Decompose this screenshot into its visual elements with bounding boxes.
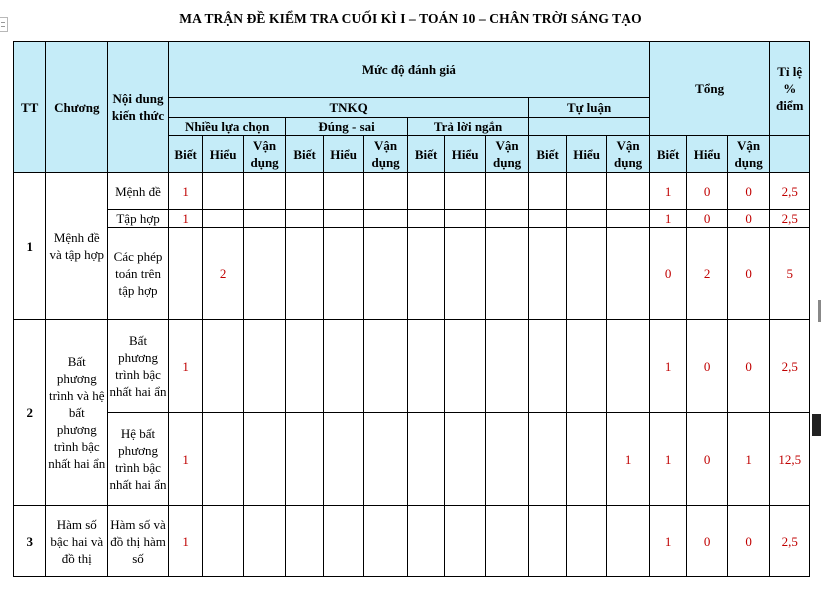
total-count-cell: 0 bbox=[649, 228, 686, 320]
total-count-cell: 1 bbox=[649, 210, 686, 228]
level-count-cell bbox=[407, 210, 444, 228]
level-count-cell bbox=[607, 506, 650, 577]
level-count-cell bbox=[407, 228, 444, 320]
level-count-cell bbox=[607, 173, 650, 210]
header-muc-do: Mức độ đánh giá bbox=[168, 42, 649, 98]
group-number: 3 bbox=[14, 506, 46, 577]
chapter-name: Bất phương trình và hệ bất phương trình bậc nhất hai ẩn bbox=[46, 320, 108, 506]
level-count-cell bbox=[203, 320, 244, 413]
level-count-cell bbox=[323, 173, 364, 210]
chapter-name: Hàm số bậc hai và đồ thị bbox=[46, 506, 108, 577]
header-dung-sai: Đúng - sai bbox=[286, 118, 408, 136]
level-count-cell bbox=[566, 210, 607, 228]
topic-name: Hệ bất phương trình bậc nhất hai ẩn bbox=[108, 413, 169, 506]
group-number: 1 bbox=[14, 173, 46, 320]
level-header-van-dung: Vận dụng bbox=[727, 136, 770, 173]
level-header-van-dung: Vận dụng bbox=[364, 136, 408, 173]
score-percent-cell: 12,5 bbox=[770, 413, 810, 506]
chapter-name: Mệnh đề và tập hợp bbox=[46, 173, 108, 320]
level-count-cell bbox=[407, 506, 444, 577]
level-count-cell bbox=[407, 320, 444, 413]
level-count-cell bbox=[243, 210, 286, 228]
total-count-cell: 0 bbox=[727, 228, 770, 320]
level-count-cell bbox=[445, 320, 486, 413]
header-tt: TT bbox=[14, 42, 46, 173]
level-count-cell: 1 bbox=[168, 320, 202, 413]
level-count-cell: 1 bbox=[168, 506, 202, 577]
table-row bbox=[14, 210, 810, 228]
level-count-cell: 1 bbox=[168, 210, 202, 228]
level-count-cell bbox=[445, 210, 486, 228]
level-count-cell bbox=[607, 210, 650, 228]
table-row bbox=[14, 173, 810, 210]
document-title: MA TRẬN ĐỀ KIỂM TRA CUỐI KÌ I – TOÁN 10 – CHÂN TRỜI SÁNG TẠO bbox=[179, 11, 642, 26]
level-count-cell bbox=[529, 320, 566, 413]
level-header-biet: Biết bbox=[407, 136, 444, 173]
level-count-cell bbox=[323, 320, 364, 413]
header-tu-luan: Tự luận bbox=[529, 98, 650, 118]
level-count-cell bbox=[286, 210, 323, 228]
level-count-cell bbox=[286, 228, 323, 320]
level-count-cell bbox=[243, 506, 286, 577]
level-count-cell bbox=[168, 228, 202, 320]
level-header-hieu: Hiểu bbox=[323, 136, 364, 173]
level-count-cell bbox=[529, 228, 566, 320]
level-count-cell bbox=[323, 210, 364, 228]
total-count-cell: 0 bbox=[727, 320, 770, 413]
level-header-van-dung: Vận dụng bbox=[485, 136, 529, 173]
header-nhieu-lua-chon: Nhiều lựa chọn bbox=[168, 118, 285, 136]
level-count-cell bbox=[566, 228, 607, 320]
level-count-cell bbox=[286, 413, 323, 506]
level-count-cell bbox=[529, 210, 566, 228]
level-count-cell bbox=[485, 210, 529, 228]
level-count-cell bbox=[445, 413, 486, 506]
total-count-cell: 1 bbox=[649, 320, 686, 413]
level-count-cell: 1 bbox=[607, 413, 650, 506]
level-count-cell bbox=[203, 413, 244, 506]
topic-name: Các phép toán trên tập hợp bbox=[108, 228, 169, 320]
level-count-cell bbox=[529, 413, 566, 506]
level-count-cell bbox=[529, 173, 566, 210]
level-count-cell bbox=[607, 320, 650, 413]
exam-matrix-table bbox=[13, 41, 810, 577]
score-percent-cell: 2,5 bbox=[770, 320, 810, 413]
header-tnkq: TNKQ bbox=[168, 98, 528, 118]
header-ti-le: Tỉ lệ % điểm bbox=[770, 42, 810, 136]
level-count-cell: 1 bbox=[168, 173, 202, 210]
header-tong: Tổng bbox=[649, 42, 770, 136]
level-count-cell bbox=[203, 506, 244, 577]
level-count-cell bbox=[364, 228, 408, 320]
total-count-cell: 0 bbox=[687, 173, 728, 210]
total-count-cell: 0 bbox=[727, 210, 770, 228]
level-header-biet: Biết bbox=[286, 136, 323, 173]
level-header-van-dung: Vận dụng bbox=[243, 136, 286, 173]
total-count-cell: 1 bbox=[649, 173, 686, 210]
total-count-cell: 1 bbox=[649, 413, 686, 506]
level-count-cell bbox=[243, 228, 286, 320]
level-header-biet: Biết bbox=[529, 136, 566, 173]
total-count-cell: 0 bbox=[687, 413, 728, 506]
level-header-biet: Biết bbox=[649, 136, 686, 173]
level-count-cell bbox=[566, 506, 607, 577]
level-count-cell bbox=[323, 228, 364, 320]
score-percent-cell: 5 bbox=[770, 228, 810, 320]
level-count-cell bbox=[243, 320, 286, 413]
total-count-cell: 0 bbox=[687, 506, 728, 577]
level-count-cell bbox=[323, 506, 364, 577]
level-count-cell bbox=[566, 413, 607, 506]
level-header-van-dung: Vận dụng bbox=[607, 136, 650, 173]
level-count-cell bbox=[407, 413, 444, 506]
header-noi-dung: Nội dung kiến thức bbox=[108, 42, 169, 173]
total-count-cell: 2 bbox=[687, 228, 728, 320]
total-count-cell: 0 bbox=[727, 506, 770, 577]
total-count-cell: 0 bbox=[687, 210, 728, 228]
level-header-hieu: Hiểu bbox=[687, 136, 728, 173]
level-header-hieu: Hiểu bbox=[445, 136, 486, 173]
level-count-cell bbox=[407, 173, 444, 210]
level-count-cell bbox=[364, 173, 408, 210]
table-row bbox=[14, 320, 810, 413]
total-count-cell: 0 bbox=[727, 173, 770, 210]
level-header-hieu: Hiểu bbox=[203, 136, 244, 173]
total-count-cell: 1 bbox=[727, 413, 770, 506]
text-cursor-marker bbox=[812, 414, 821, 436]
level-count-cell bbox=[323, 413, 364, 506]
level-count-cell bbox=[445, 228, 486, 320]
topic-name: Bất phương trình bậc nhất hai ẩn bbox=[108, 320, 169, 413]
level-count-cell bbox=[485, 413, 529, 506]
level-header-hieu: Hiểu bbox=[566, 136, 607, 173]
level-count-cell bbox=[445, 506, 486, 577]
table-row bbox=[14, 413, 810, 506]
level-count-cell bbox=[445, 173, 486, 210]
level-count-cell bbox=[243, 413, 286, 506]
table-row bbox=[14, 228, 810, 320]
topic-name: Hàm số và đồ thị hàm số bbox=[108, 506, 169, 577]
level-count-cell bbox=[203, 173, 244, 210]
level-count-cell bbox=[364, 506, 408, 577]
level-count-cell bbox=[485, 173, 529, 210]
level-count-cell bbox=[286, 320, 323, 413]
level-count-cell bbox=[485, 506, 529, 577]
level-count-cell bbox=[529, 506, 566, 577]
score-percent-cell: 2,5 bbox=[770, 506, 810, 577]
level-count-cell bbox=[286, 506, 323, 577]
group-number: 2 bbox=[14, 320, 46, 506]
score-percent-cell: 2,5 bbox=[770, 210, 810, 228]
total-count-cell: 1 bbox=[649, 506, 686, 577]
level-count-cell bbox=[364, 320, 408, 413]
level-count-cell bbox=[485, 320, 529, 413]
level-count-cell bbox=[286, 173, 323, 210]
level-count-cell bbox=[364, 413, 408, 506]
table-row bbox=[14, 506, 810, 577]
header-tra-loi-ngan: Trả lời ngắn bbox=[407, 118, 529, 136]
topic-name: Tập hợp bbox=[108, 210, 169, 228]
level-count-cell bbox=[566, 320, 607, 413]
level-count-cell bbox=[485, 228, 529, 320]
level-count-cell bbox=[203, 210, 244, 228]
table-move-handle-icon[interactable] bbox=[0, 17, 8, 32]
level-count-cell: 1 bbox=[168, 413, 202, 506]
level-header-biet: Biết bbox=[168, 136, 202, 173]
level-count-cell: 2 bbox=[203, 228, 244, 320]
level-count-cell bbox=[243, 173, 286, 210]
level-header-blank bbox=[770, 136, 810, 173]
total-count-cell: 0 bbox=[687, 320, 728, 413]
level-count-cell bbox=[607, 228, 650, 320]
level-count-cell bbox=[364, 210, 408, 228]
score-percent-cell: 2,5 bbox=[770, 173, 810, 210]
topic-name: Mệnh đề bbox=[108, 173, 169, 210]
header-chuong: Chương bbox=[46, 42, 108, 173]
level-count-cell bbox=[566, 173, 607, 210]
header-tu-luan-blank bbox=[529, 118, 650, 136]
